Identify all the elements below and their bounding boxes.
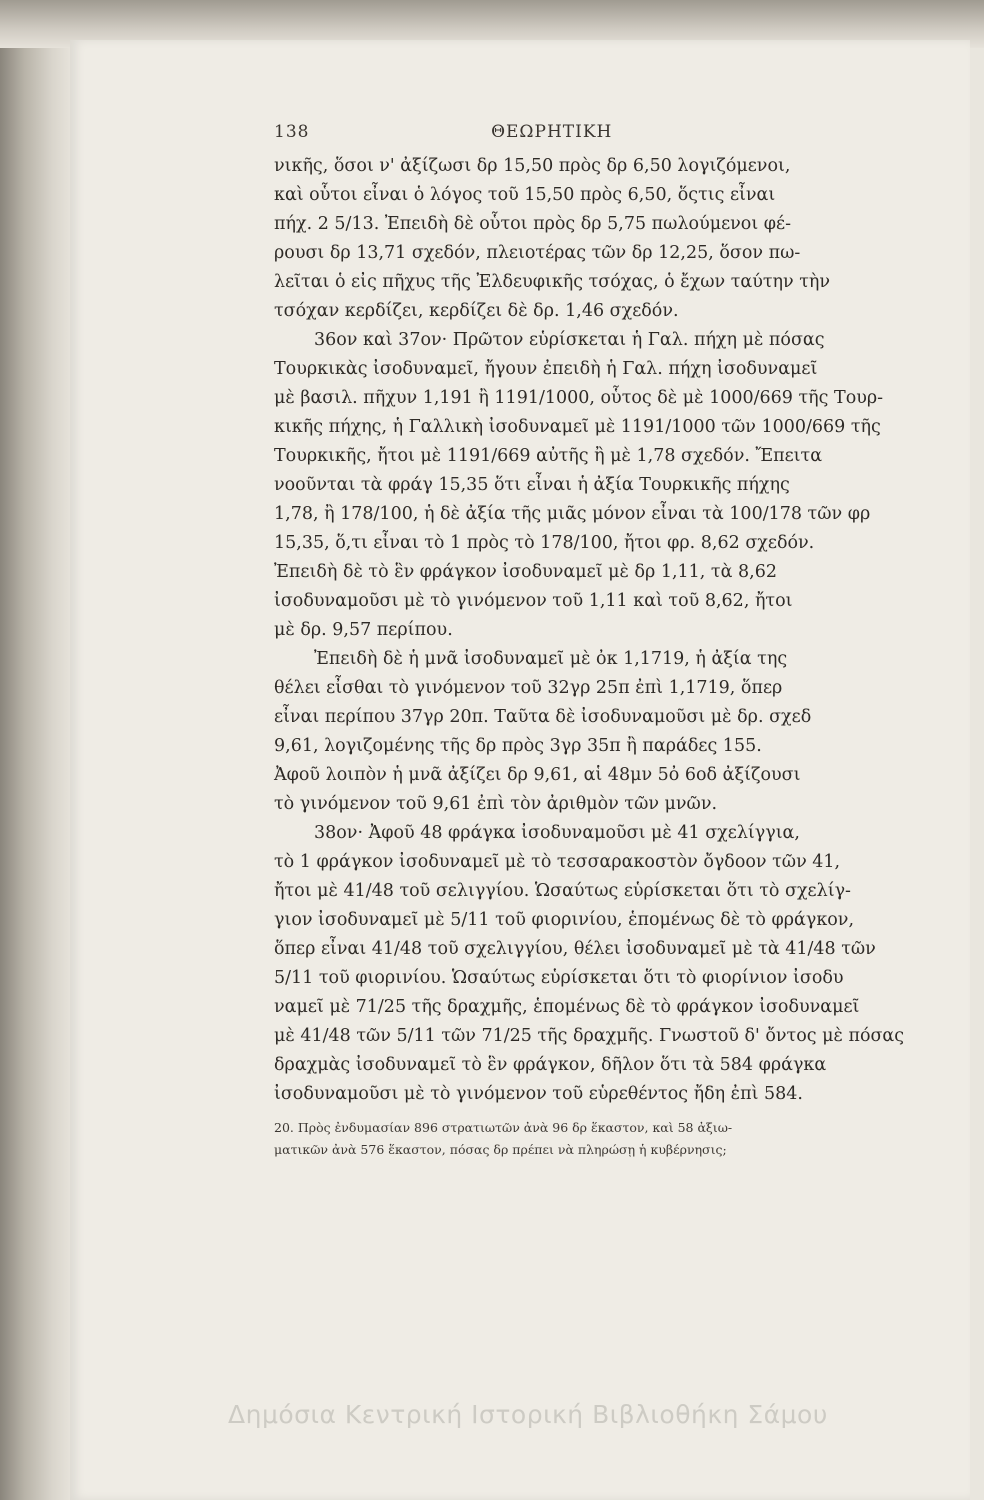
text-line: λεῖται ὁ εἰς πῆχυς τῆς Ἐλδευφικῆς τσόχας, ὁ ἔχων ταύτην τὴν (274, 272, 831, 292)
text-line: 36ον καὶ 37ον· Πρῶτον εὑρίσκεται ἡ Γαλ. πήχη μὲ πόσας (314, 330, 825, 350)
text-line: Ἐπειδὴ δὲ τὸ ἓν φράγκον ἰσοδυναμεῖ μὲ δρ 1,11, τὰ 8,62 (274, 562, 777, 582)
text-line: τὸ 1 φράγκον ἰσοδυναμεῖ μὲ τὸ τεσσαρακοστὸν ὄγδοον τῶν 41, (274, 852, 841, 872)
text-line: ναμεῖ μὲ 71/25 τῆς δραχμῆς, ἑπομένως δὲ τὸ φράγκον ἰσοδυναμεῖ (274, 997, 860, 1017)
footnote-line-2: ματικῶν ἀνὰ 576 ἕκαστον, πόσας δρ πρέπει νὰ πληρώσῃ ἡ κυβέρνησις; (274, 1142, 727, 1157)
text-line: ἰσοδυναμοῦσι μὲ τὸ γινόμενον τοῦ εὑρεθέντος ἤδη ἐπὶ 584. (274, 1084, 803, 1104)
text-line: ρουσι δρ 13,71 σχεδόν, πλειοτέρας τῶν δρ 12,25, ὅσον πω- (274, 243, 801, 263)
text-line: τσόχαν κερδίζει, κερδίζει δὲ δρ. 1,46 σχεδόν. (274, 301, 679, 321)
text-line: γιον ἰσοδυναμεῖ μὲ 5/11 τοῦ φιορινίου, ἑπομένως δὲ τὸ φράγκον, (274, 910, 855, 930)
text-line: Ἐπειδὴ δὲ ἡ μνᾶ ἰσοδυναμεῖ μὲ ὀκ 1,1719, ἡ ἀξία της (314, 649, 788, 669)
running-head: ΘΕΩΡΗΤΙΚΗ (491, 122, 613, 142)
text-line: πήχ. 2 5/13. Ἐπειδὴ δὲ οὗτοι πρὸς δρ 5,75 πωλούμενοι φέ- (274, 214, 791, 234)
text-line: 1,78, ἢ 178/100, ἡ δὲ ἀξία τῆς μιᾶς μόνον εἶναι τὰ 100/178 τῶν φρ (274, 504, 871, 524)
body-text (274, 152, 954, 1109)
text-line: 5/11 τοῦ φιορινίου. Ὡσαύτως εὑρίσκεται ὅτι τὸ φιορίνιον ἰσοδυ (274, 968, 844, 988)
text-line: θέλει εἶσθαι τὸ γινόμενον τοῦ 32γρ 25π ἐπὶ 1,1719, ὅπερ (274, 678, 783, 698)
text-line: Ἀφοῦ λοιπὸν ἡ μνᾶ ἀξίζει δρ 9,61, αἱ 48μν 5ὀ 6οδ ἀξίζουσι (274, 765, 801, 785)
text-line: 38ον· Ἀφοῦ 48 φράγκα ἰσοδυναμοῦσι μὲ 41 σχελίγγια, (314, 823, 800, 843)
text-line: 9,61, λογιζομένης τῆς δρ πρὸς 3γρ 35π ἢ παράδες 155. (274, 736, 762, 756)
text-line: Τουρκικῆς, ἤτοι μὲ 1191/669 αὐτῆς ἢ μὲ 1,78 σχεδόν. Ἔπειτα (274, 446, 823, 466)
text-line: κικῆς πήχης, ἡ Γαλλικὴ ἰσοδυναμεῖ μὲ 1191/1000 τῶν 1000/669 τῆς (274, 417, 881, 437)
text-line: τὸ γινόμενον τοῦ 9,61 ἐπὶ τὸν ἀριθμὸν τῶν μνῶν. (274, 794, 718, 814)
text-line: μὲ 41/48 τῶν 5/11 τῶν 71/25 τῆς δραχμῆς. Γνωστοῦ δ' ὄντος μὲ πόσας (274, 1026, 905, 1046)
text-line: Τουρκικὰς ἰσοδυναμεῖ, ἤγουν ἐπειδὴ ἡ Γαλ. πήχη ἰσοδυναμεῖ (274, 359, 818, 379)
text-line: ἤτοι μὲ 41/48 τοῦ σελιγγίου. Ὡσαύτως εὑρίσκεται ὅτι τὸ σχελίγ- (274, 881, 851, 901)
library-watermark: Δημόσια Κεντρική Ιστορική Βιβλιοθήκη Σάμου (228, 1400, 828, 1429)
text-line: εἶναι περίπου 37γρ 20π. Ταῦτα δὲ ἰσοδυναμοῦσι μὲ δρ. σχεδ (274, 707, 812, 727)
text-line: καὶ οὗτοι εἶναι ὁ λόγος τοῦ 15,50 πρὸς 6,50, ὅςτις εἶναι (274, 185, 776, 205)
text-line: 15,35, ὅ,τι εἶναι τὸ 1 πρὸς τὸ 178/100, ἤτοι φρ. 8,62 σχεδόν. (274, 533, 815, 553)
text-line: μὲ δρ. 9,57 περίπου. (274, 620, 453, 640)
page-number: 138 (274, 122, 310, 142)
book-binding-edge (0, 0, 70, 1500)
page-content (274, 122, 954, 1161)
text-line: δραχμὰς ἰσοδυναμεῖ τὸ ἓν φράγκον, δῆλον ὅτι τὰ 584 φράγκα (274, 1055, 827, 1075)
text-line: ὅπερ εἶναι 41/48 τοῦ σχελιγγίου, θέλει ἰσοδυναμεῖ μὲ τὰ 41/48 τῶν (274, 939, 876, 959)
page-header (274, 122, 794, 142)
text-line: μὲ βασιλ. πῆχυν 1,191 ἢ 1191/1000, οὗτος δὲ μὲ 1000/669 τῆς Τουρ- (274, 388, 884, 408)
text-line: ἰσοδυναμοῦσι μὲ τὸ γινόμενον τοῦ 1,11 καὶ τοῦ 8,62, ἤτοι (274, 591, 793, 611)
footnote-line-1: 20. Πρὸς ἐνδυμασίαν 896 στρατιωτῶν ἀνὰ 96 δρ ἕκαστον, καὶ 58 ἀξιω- (274, 1120, 733, 1135)
text-line: νικῆς, ὅσοι ν' ἀξίζωσι δρ 15,50 πρὸς δρ 6,50 λογιζόμενοι, (274, 156, 791, 176)
text-line: νοοῦνται τὰ φράγ 15,35 ὅτι εἶναι ἡ ἀξία Τουρκικῆς πήχης (274, 475, 790, 495)
